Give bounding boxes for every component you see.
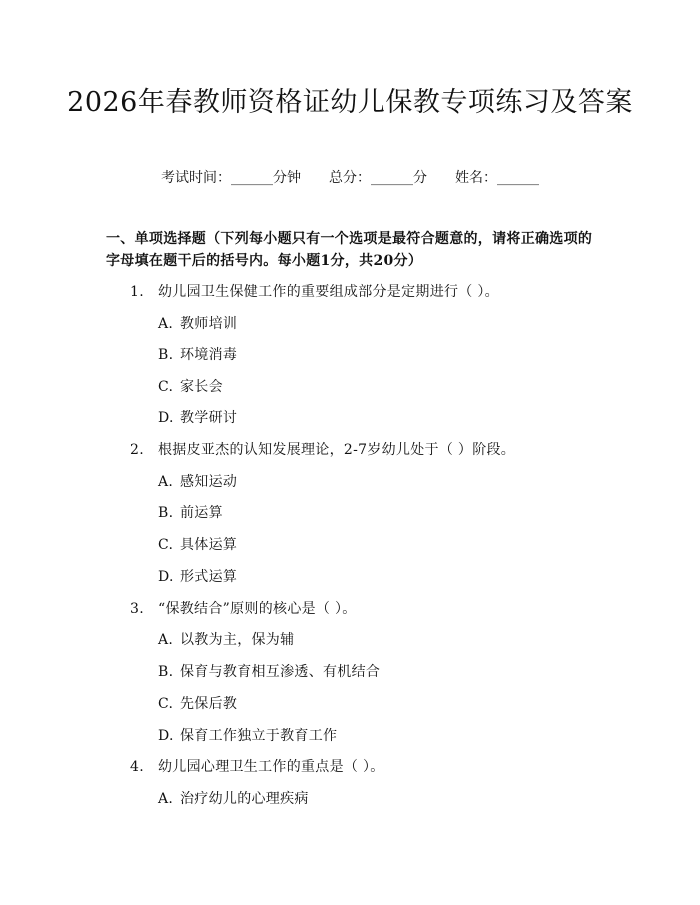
question-1-option-b [158, 345, 237, 365]
question-number: 1. [130, 284, 144, 300]
question-text: “保教结合”原则的核心是（ ）。 [158, 601, 357, 617]
question-text: 幼儿园卫生保健工作的重要组成部分是定期进行（ ）。 [158, 284, 499, 300]
option-text: 教学研讨 [180, 410, 238, 426]
option-text: 以教为主，保为辅 [180, 632, 295, 648]
question-text: 幼儿园心理卫生工作的重点是（ ）。 [158, 759, 385, 775]
option-letter: A. [158, 474, 174, 490]
question-2 [130, 440, 620, 460]
question-2-option-a [158, 472, 237, 492]
option-letter: C. [158, 379, 174, 395]
option-text: 治疗幼儿的心理疾病 [180, 791, 309, 807]
option-letter: A. [158, 316, 174, 332]
question-number: 3. [130, 601, 144, 617]
question-2-option-b [158, 503, 223, 523]
question-3-option-c [158, 694, 237, 714]
question-3-option-b [158, 662, 380, 682]
question-number: 2. [130, 442, 144, 458]
question-4-option-a [158, 789, 309, 809]
option-letter: B. [158, 505, 174, 521]
option-text: 感知运动 [180, 474, 238, 490]
option-letter: C. [158, 696, 174, 712]
question-1-option-d [158, 408, 237, 428]
option-text: 前运算 [180, 505, 223, 521]
option-letter: D. [158, 728, 174, 744]
exam-time-field: 考试时间：______分钟 [161, 170, 301, 186]
option-text: 先保后教 [180, 696, 238, 712]
question-3-option-a [158, 630, 294, 650]
document-title: 2026年春教师资格证幼儿保教专项练习及答案 [67, 87, 633, 118]
option-text: 家长会 [180, 379, 223, 395]
name-field: 姓名：______ [455, 170, 539, 186]
option-text: 保育与教育相互渗透、有机结合 [180, 664, 381, 680]
option-text: 教师培训 [180, 316, 238, 332]
question-1-option-a [158, 314, 237, 334]
section-heading: 一、单项选择题（下列每小题只有一个选项是最符合题意的，请将正确选项的字母填在题干后的括号内。每小题1分，共20分） [106, 231, 593, 269]
option-letter: C. [158, 537, 174, 553]
question-3-option-d [158, 726, 337, 746]
option-letter: B. [158, 347, 174, 363]
question-text: 根据皮亚杰的认知发展理论，2-7岁幼儿处于（ ）阶段。 [158, 442, 516, 458]
option-letter: B. [158, 664, 174, 680]
option-text: 形式运算 [180, 569, 238, 585]
option-letter: A. [158, 632, 174, 648]
question-1 [130, 282, 620, 302]
option-text: 保育工作独立于教育工作 [180, 728, 338, 744]
option-letter: D. [158, 410, 174, 426]
question-1-option-c [158, 377, 223, 397]
question-4 [130, 757, 620, 777]
question-number: 4. [130, 759, 144, 775]
exam-meta [0, 168, 700, 188]
total-score-field: 总分：______分 [329, 170, 427, 186]
question-2-option-c [158, 535, 237, 555]
question-2-option-d [158, 567, 237, 587]
option-text: 环境消毒 [180, 347, 238, 363]
option-letter: A. [158, 791, 174, 807]
option-letter: D. [158, 569, 174, 585]
question-3 [130, 599, 620, 619]
option-text: 具体运算 [180, 537, 238, 553]
